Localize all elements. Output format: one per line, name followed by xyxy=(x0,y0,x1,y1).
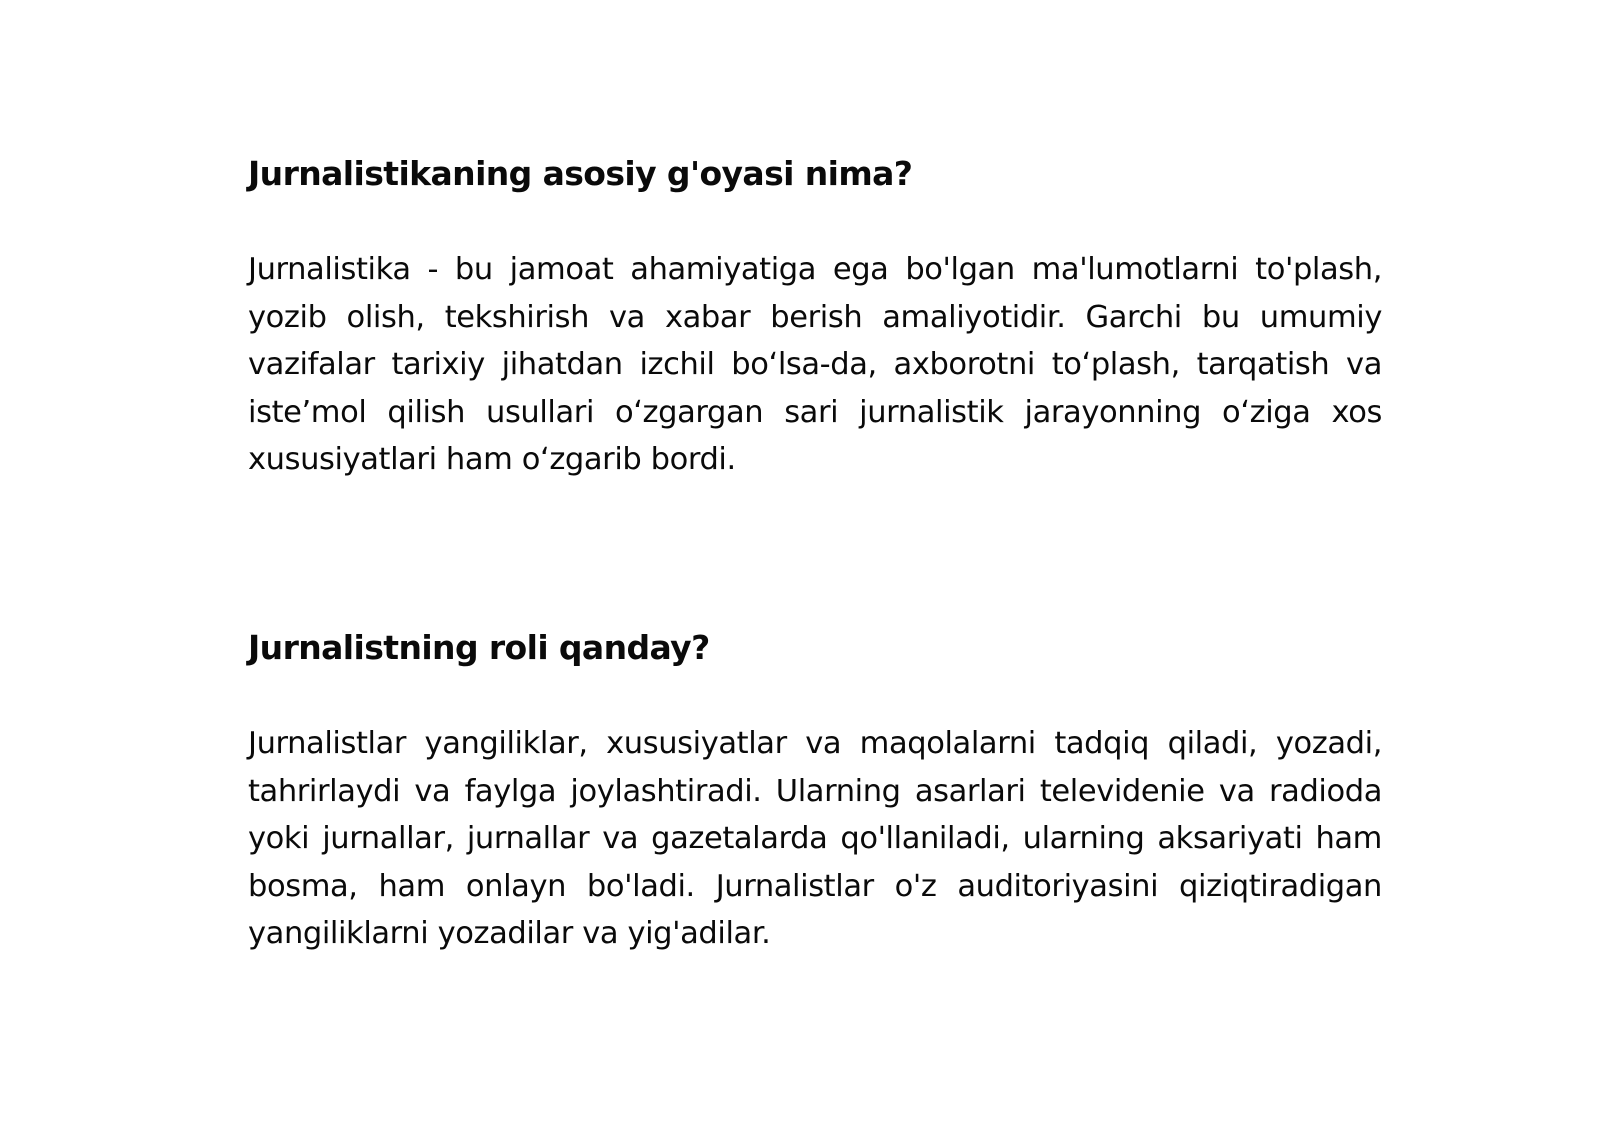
section-heading: Jurnalistning roli qanday? xyxy=(248,628,710,667)
section-paragraph: Jurnalistlar yangiliklar, xususiyatlar va maqolalarni tadqiq qiladi, yozadi, tahrirlaydi va faylga joylashtiradi. Ularning asarlari televidenie va radioda yoki jurnallar, jurnallar va gazetalarda qo'llaniladi, ularning aksariyati ham bosma, ham onlayn bo'ladi. Jurnalistlar o'z auditoriyasini qiziqtiradigan yangiliklarni yozadilar va yig'adilar. xyxy=(248,726,1382,951)
section-heading: Jurnalistikaning asosiy g'oyasi nima? xyxy=(248,154,913,193)
section-journalist-role xyxy=(248,626,1382,958)
section-paragraph: Jurnalistika - bu jamoat ahamiyatiga ega bo'lgan ma'lumotlarni to'plash, yozib olish, tekshirish va xabar berish amaliyotidir. Garchi bu umumiy vazifalar tarixiy jihatdan izchil bo‘lsa-da, axborotni to‘plash, tarqatish va iste’mol qilish usullari o‘zgargan sari jurnalistik jarayonning o‘ziga xos xususiyatlari ham o‘zgarib bordi. xyxy=(248,252,1382,477)
section-journalism-idea xyxy=(248,152,1382,484)
